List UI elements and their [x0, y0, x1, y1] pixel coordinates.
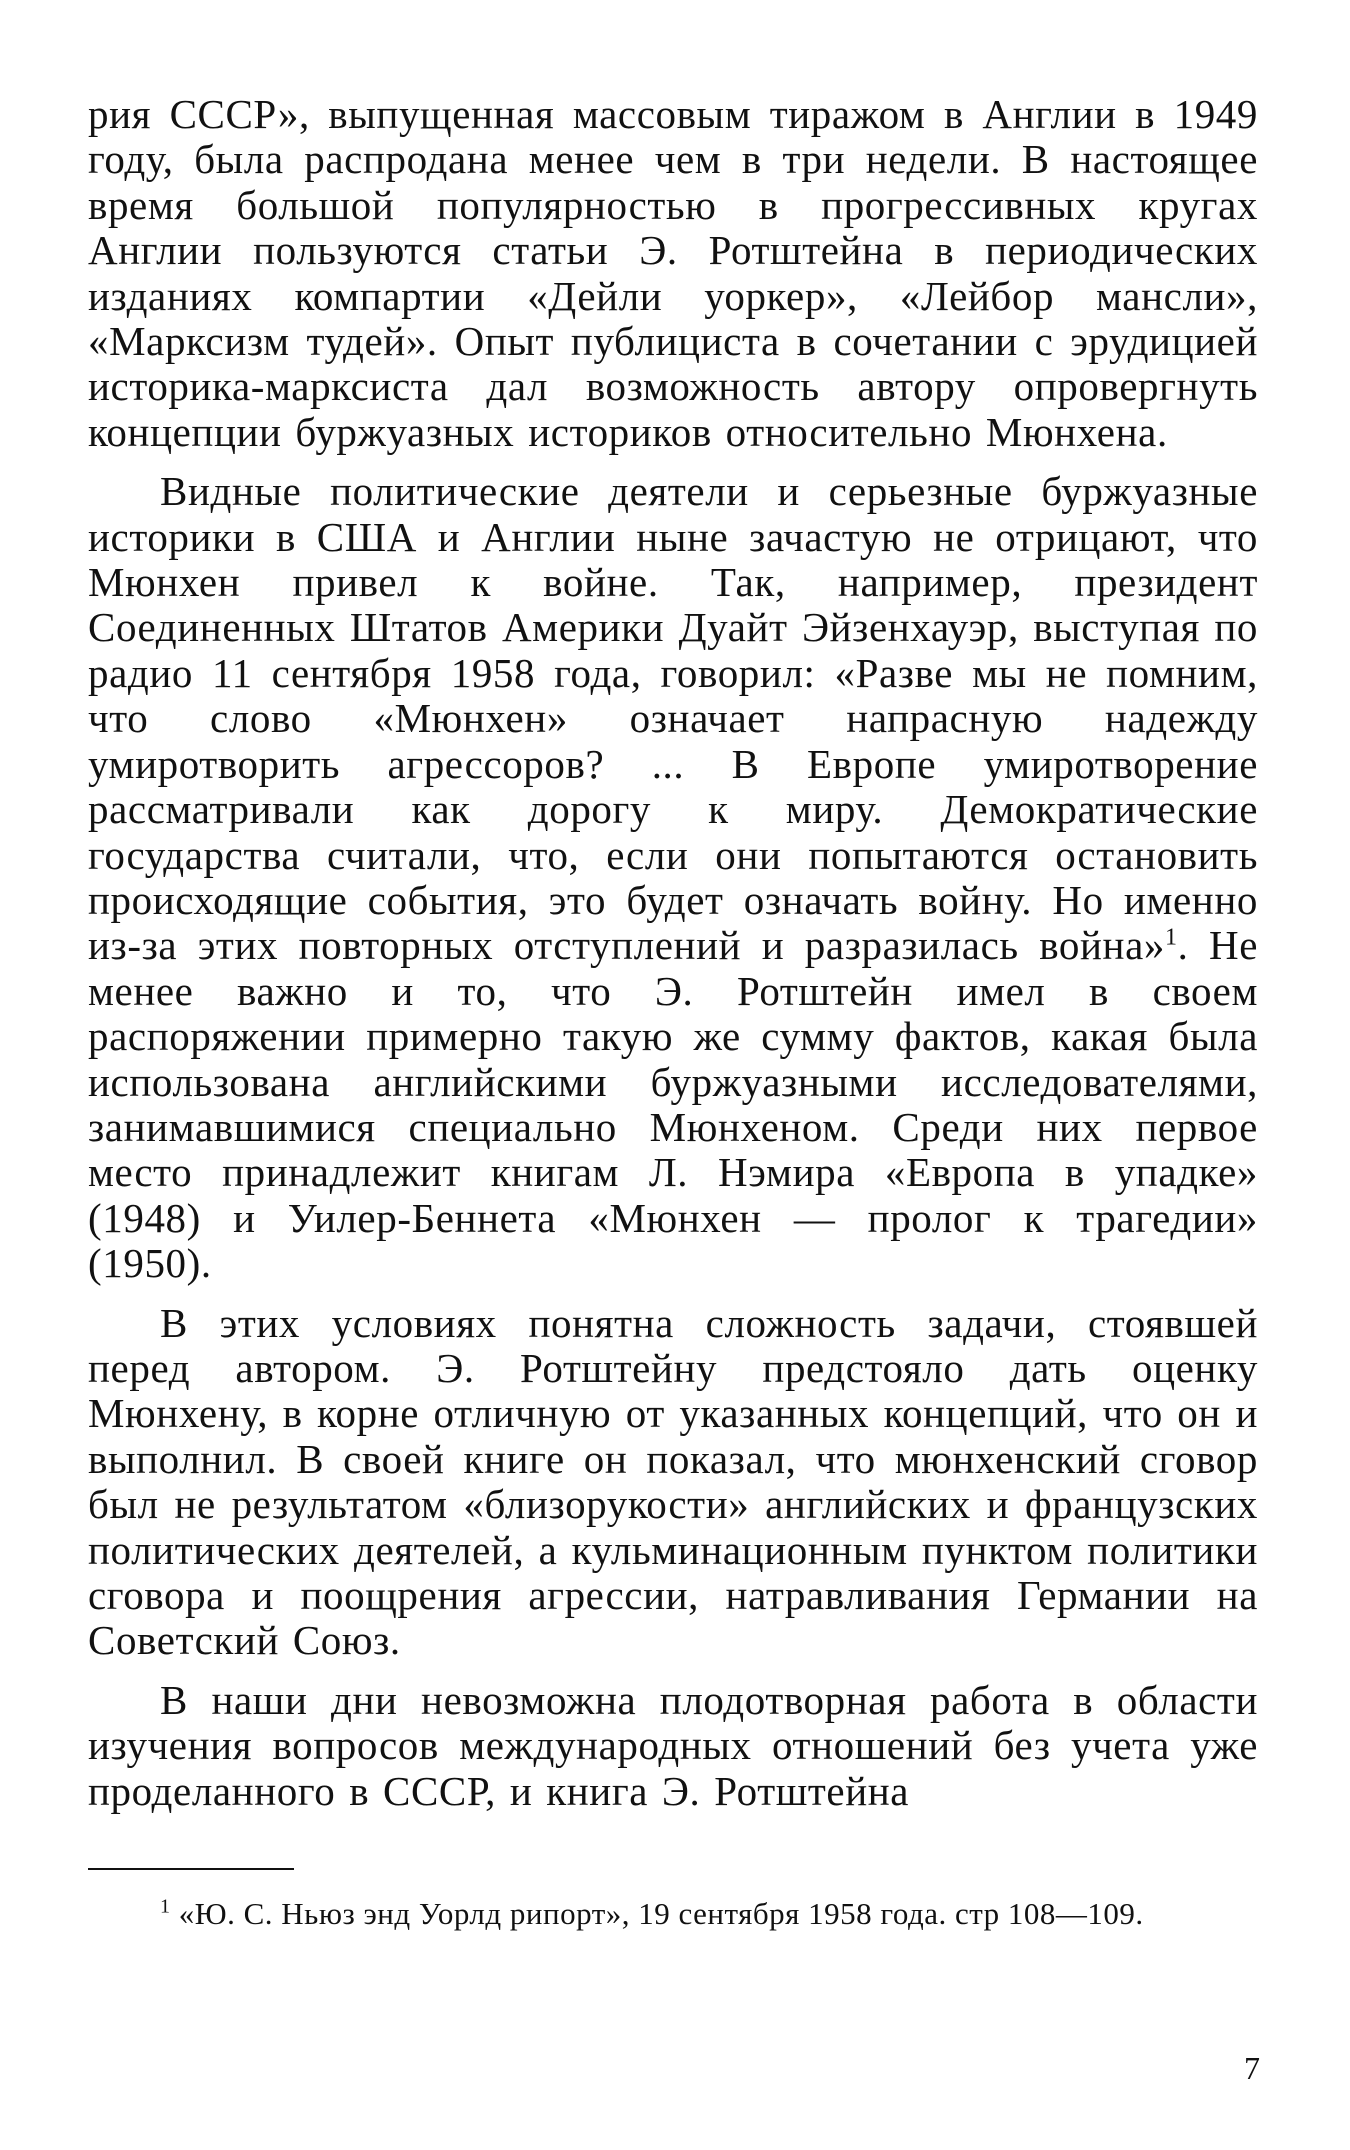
- paragraph-2-continuation: . Не менее важно и то, что Э. Ротштейн имел в своем распоряжении примерно такую же сумму фактов, какая была использована английскими буржуазными исследователями, занимавшимися специально Мюнхеном. Среди них первое место принадлежит книгам Л. Нэмира «Европа в упадке» (1948) и Уилер-Беннета «Мюнхен — пролог к трагедии» (1950).: [88, 922, 1258, 1287]
- paragraph-3: В этих условиях понятна сложность задачи, стоявшей перед автором. Э. Ротштейну предстояло дать оценку Мюнхену, в корне отличную от указанных концепций, что он и выполнил. В своей книге он показал, что мюнхенский сговор был не результатом «близорукости» английских и французских политических деятелей, а кульминационным пунктом политики сговора и поощрения агрессии, натравливания Германии на Советский Союз.: [88, 1299, 1258, 1664]
- footnote: [88, 1895, 1258, 1932]
- footnote-marker: 1: [160, 1895, 171, 1918]
- paragraph-2-text: Видные политические деятели и серьезные буржуазные историки в США и Англии ныне зачастую не отрицают, что Мюнхен привел к войне. Так, например, президент Соединенных Штатов Америки Дуайт Эйзенхауэр, выступая по радио 11 сентября 1958 года, говорил: «Разве мы не помним, что слово «Мюнхен» означает напрасную надежду умиротворить агрессоров? ... В Европе умиротворение рассматривали как дорогу к миру. Демократические государства считали, что, если они попытаются остановить происходящие события, это будет означать войну. Но именно из-за этих повторных отступлений и разразилась война»: [88, 468, 1258, 969]
- footnote-reference: 1: [1164, 924, 1178, 951]
- page-number: 7: [1244, 2050, 1260, 2086]
- paragraph-2: [88, 469, 1258, 1286]
- page-body: [88, 92, 1258, 1814]
- footnote-text: «Ю. С. Ньюз энд Уорлд рипорт», 19 сентября 1958 года. стр 108—109.: [178, 1896, 1144, 1931]
- footnote-divider: [88, 1868, 294, 1870]
- paragraph-4: В наши дни невозможна плодотворная работа в области изучения вопросов международных отношений без учета уже проделанного в СССР, и книга Э. Ротштейна: [88, 1676, 1258, 1814]
- paragraph-1: рия СССР», выпущенная массовым тиражом в Англии в 1949 году, была распродана менее чем в три недели. В настоящее время большой популярностью в прогрессивных кругах Англии пользуются статьи Э. Ротштейна в периодических изданиях компартии «Дейли уоркер», «Лейбор мансли», «Марксизм тудей». Опыт публициста в сочетании с эрудицией историка-марксиста дал возможность автору опровергнуть концепции буржуазных историков относительно Мюнхена.: [88, 91, 1258, 455]
